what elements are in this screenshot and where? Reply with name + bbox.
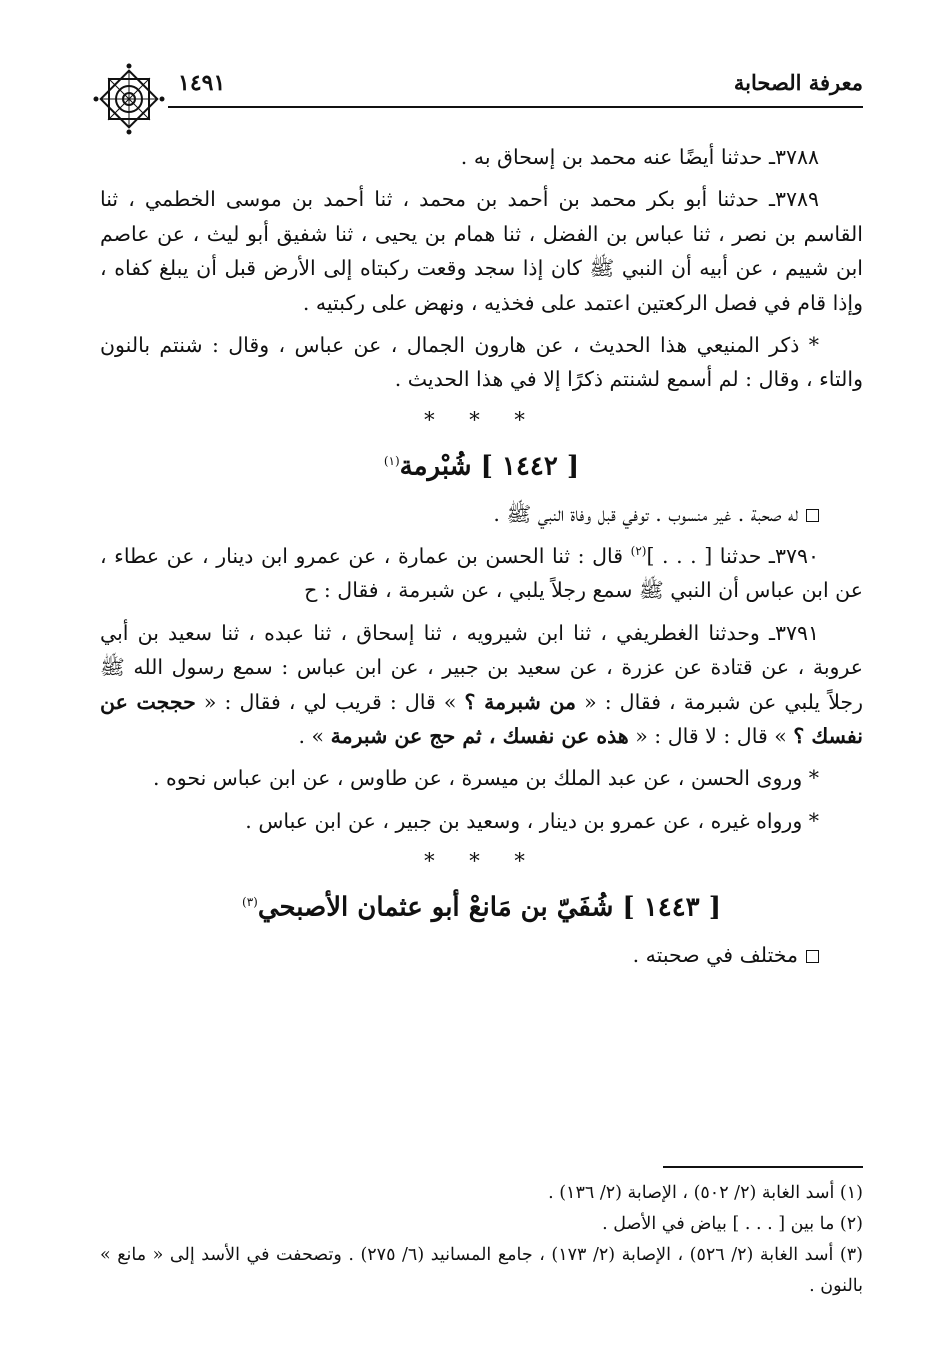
hadith-text: » . [298, 723, 331, 748]
square-bullet-icon [806, 950, 819, 963]
hadith-3791 [100, 616, 863, 754]
main-text [100, 140, 863, 972]
ornament-icon [92, 62, 166, 136]
hadith-text: ٣٧٩١ـ وحدثنا الغطريفي ، ثنا ابن شيرويه ، ثنا إسحاق ، ثنا عبده ، ثنا سعيد بن أبي عروبة ، عن قتادة عن عزرة ، عن سعيد بن جبير ، عن ابن عباس : سمع رسول الله ﷺ رجلاً يلبي عن شبرمة ، فقال : « [100, 620, 863, 714]
header-rule [168, 106, 863, 108]
entry-description [100, 938, 863, 972]
footnote-ref: (١) [383, 453, 400, 468]
square-bullet-icon [806, 509, 819, 522]
footnote-1: (١) أسد الغابة (٢/ ٥٠٢) ، الإصابة (٢/ ١٣٦) . [548, 1183, 863, 1203]
footnote-ref: (٣) [242, 895, 258, 910]
hadith-3788: ٣٧٨٨ـ حدثنا أيضًا عنه محمد بن إسحاق به . [460, 145, 819, 169]
footnote-2: (٢) ما بين [ . . . ] بياض في الأصل . [602, 1214, 863, 1234]
quoted-speech: هذه عن نفسك ، ثم حج عن شبرمة [330, 723, 629, 748]
entry-heading-text: [ ١٤٤٣ ] شُفَيّ بن مَانعْ أبو عثمان الأصبحي [257, 892, 721, 923]
entry-heading-1443 [100, 882, 863, 928]
hadith-text: قال : ثنا الحسن بن عمارة ، عن عمرو ابن دينار ، عن عطاء ، عن ابن عباس أن النبي ﷺ سمع رجلاً يلبي ، عن شبرمة ، فقال : ح [100, 543, 863, 603]
commentary-note: * ذكر المنيعي هذا الحديث ، عن هارون الجمال ، عن عباس ، وقال : شنتم بالنون والتاء ، وقال : لم أسمع لشنتم ذكرًا إلا في هذا الحديث . [100, 333, 863, 392]
commentary-note: * وروى الحسن ، عن عبد الملك بن ميسرة ، عن طاوس ، عن ابن عباس نحوه . [152, 766, 819, 791]
quoted-speech: من شبرمة ؟ [464, 689, 577, 714]
hadith-3790 [100, 539, 863, 608]
running-title: معرفة الصحابة [733, 70, 863, 95]
footnote-3: (٣) أسد الغابة (٢/ ٥٢٦) ، الإصابة (٢/ ١٧٣) ، جامع المسانيد (٦/ ٢٧٥) . وتصحفت في الأسد إلى « مانع » بالنون . [100, 1245, 863, 1296]
hadith-3789: ٣٧٨٩ـ حدثنا أبو بكر محمد بن أحمد بن محمد ، ثنا أحمد بن موسى الخطمي ، ثنا القاسم بن نصر ، ثنا عباس بن الفضل ، ثنا همام بن يحيى ، ثنا شفيق أبو ليث ، عن عاصم ابن شييم ، عن أبيه أن النبي ﷺ كان إذا سجد وقعت ركبتاه إلى الأرض قبل أن يبلغ كفاه ، وإذا قام في فصل الركعتين اعتمد على فخذيه ، ونهض على ركبتيه . [100, 187, 863, 315]
hadith-text: » قال : قريب لي ، فقال : « [195, 689, 465, 714]
description-text: مختلف في صحبته . [632, 942, 798, 967]
footnotes [100, 1178, 863, 1302]
section-separator: * * * [424, 849, 539, 874]
footnote-ref: (٢) [630, 544, 647, 559]
description-text: له صحبة . غير منسوب . توفي قبل وفاة النبي ﷺ . [493, 501, 798, 526]
hadith-text: » قال : لا قال : « [628, 723, 794, 748]
page-number: ١٤٩١ [178, 70, 226, 96]
hadith-text: ٣٧٩٠ـ حدثنا [ . . . ] [646, 543, 819, 568]
quoted-speech: حججت عن نفسك ؟ [100, 689, 863, 748]
footnote-rule [663, 1166, 863, 1168]
commentary-note: * ورواه غيره ، عن عمرو بن دينار ، وسعيد بن جبير ، عن ابن عباس . [245, 808, 819, 833]
entry-description [100, 497, 863, 531]
section-separator: * * * [424, 407, 539, 432]
entry-heading-text: [ ١٤٤٢ ] شُبْرمة [399, 451, 580, 482]
entry-heading-1442 [100, 441, 863, 487]
